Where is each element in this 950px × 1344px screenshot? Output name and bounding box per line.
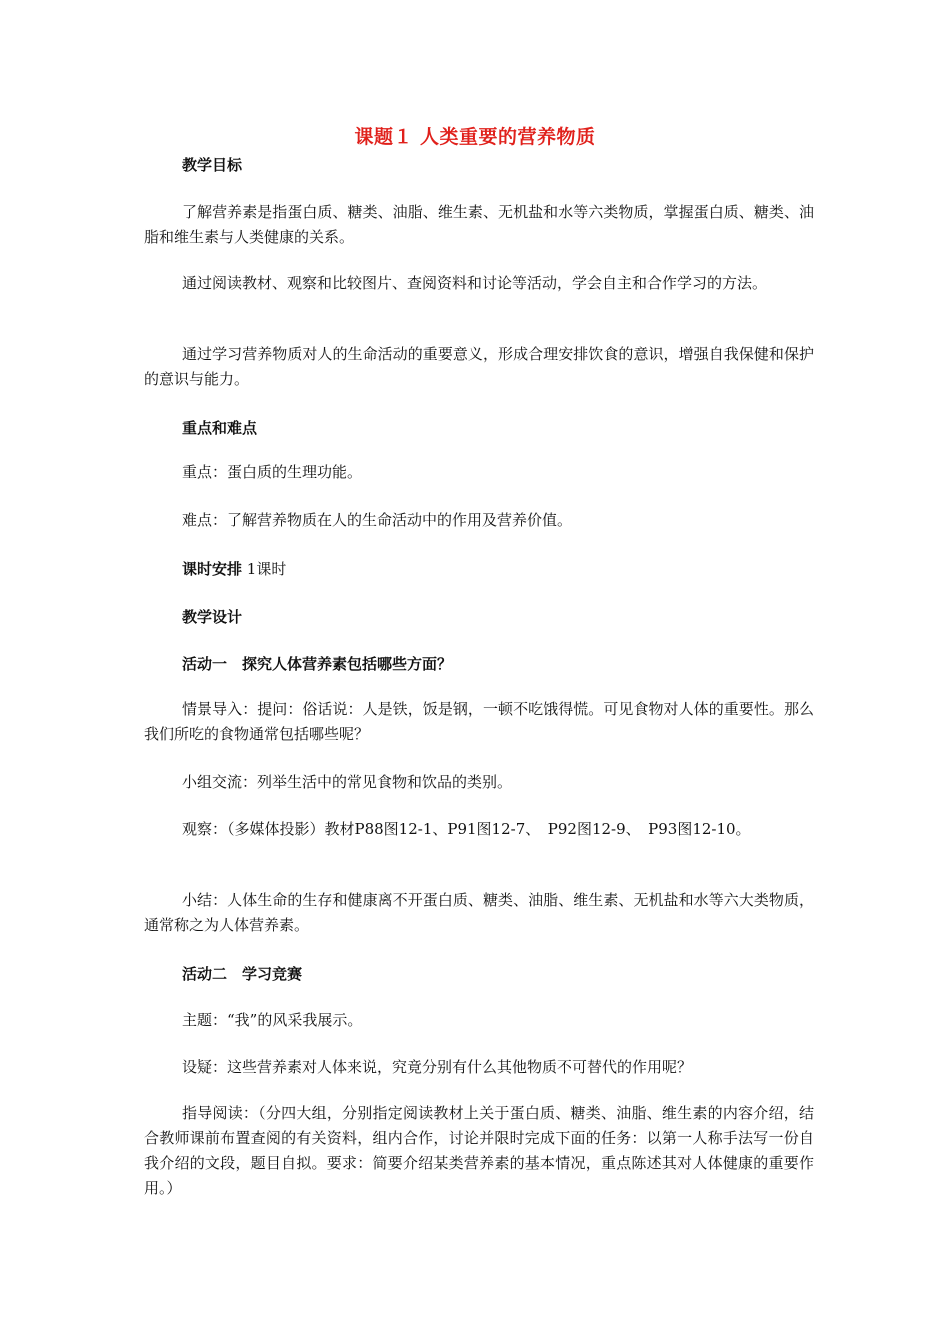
objective-paragraph-1: 了解营养素是指蛋白质、糖类、油脂、维生素、无机盐和水等六类物质，掌握蛋白质、糖类、油脂和维生素与人类健康的关系。 xyxy=(144,203,814,246)
activity-2-heading: 活动二 学习竞赛 xyxy=(182,965,303,983)
activity-1-group: 小组交流：列举生活中的常见食物和饮品的类别。 xyxy=(182,773,513,791)
schedule-label: 课时安排 xyxy=(182,560,243,578)
key-points-heading: 重点和难点 xyxy=(182,419,258,437)
activity-2-guide: 指导阅读：（分四大组，分别指定阅读教材上关于蛋白质、糖类、油脂、维生素的内容介绍，结合教师课前布置查阅的有关资料，组内合作，讨论并限时完成下面的任务：以第一人称手法写一份自我介绍的文段，题目自拟。要求：简要介绍某类营养素的基本情况，重点陈述其对人体健康的重要作用。） xyxy=(144,1104,814,1197)
design-heading: 教学设计 xyxy=(182,608,243,626)
objectives-heading: 教学目标 xyxy=(182,156,243,174)
schedule-line xyxy=(182,558,286,579)
objective-paragraph-3: 通过学习营养物质对人的生命活动的重要意义，形成合理安排饮食的意识，增强自我保健和保护的意识与能力。 xyxy=(144,345,814,388)
activity-1-observe: 观察：（多媒体投影）教材P88图12-1、P91图12-7、 P92图12-9、 P93图12-10。 xyxy=(182,820,751,838)
difficulty-paragraph: 难点：了解营养物质在人的生命活动中的作用及营养价值。 xyxy=(182,511,573,529)
schedule-value: 1课时 xyxy=(242,560,287,578)
activity-1-intro: 情景导入：提问：俗话说：人是铁，饭是钢，一顿不吃饿得慌。可见食物对人体的重要性。那么我们所吃的食物通常包括哪些呢？ xyxy=(144,700,814,743)
activity-2-theme: 主题：“我”的风采我展示。 xyxy=(182,1011,363,1029)
document-title: 课题１ 人类重要的营养物质 xyxy=(354,126,596,148)
key-point-paragraph: 重点：蛋白质的生理功能。 xyxy=(182,463,363,481)
objective-paragraph-2: 通过阅读教材、观察和比较图片、查阅资料和讨论等活动，学会自主和合作学习的方法。 xyxy=(182,274,768,292)
activity-1-heading: 活动一 探究人体营养素包括哪些方面？ xyxy=(182,655,453,673)
activity-2-question: 设疑：这些营养素对人体来说，究竟分别有什么其他物质不可替代的作用呢？ xyxy=(182,1058,693,1076)
activity-1-summary: 小结：人体生命的生存和健康离不开蛋白质、糖类、油脂、维生素、无机盐和水等六大类物质，通常称之为人体营养素。 xyxy=(144,891,814,934)
